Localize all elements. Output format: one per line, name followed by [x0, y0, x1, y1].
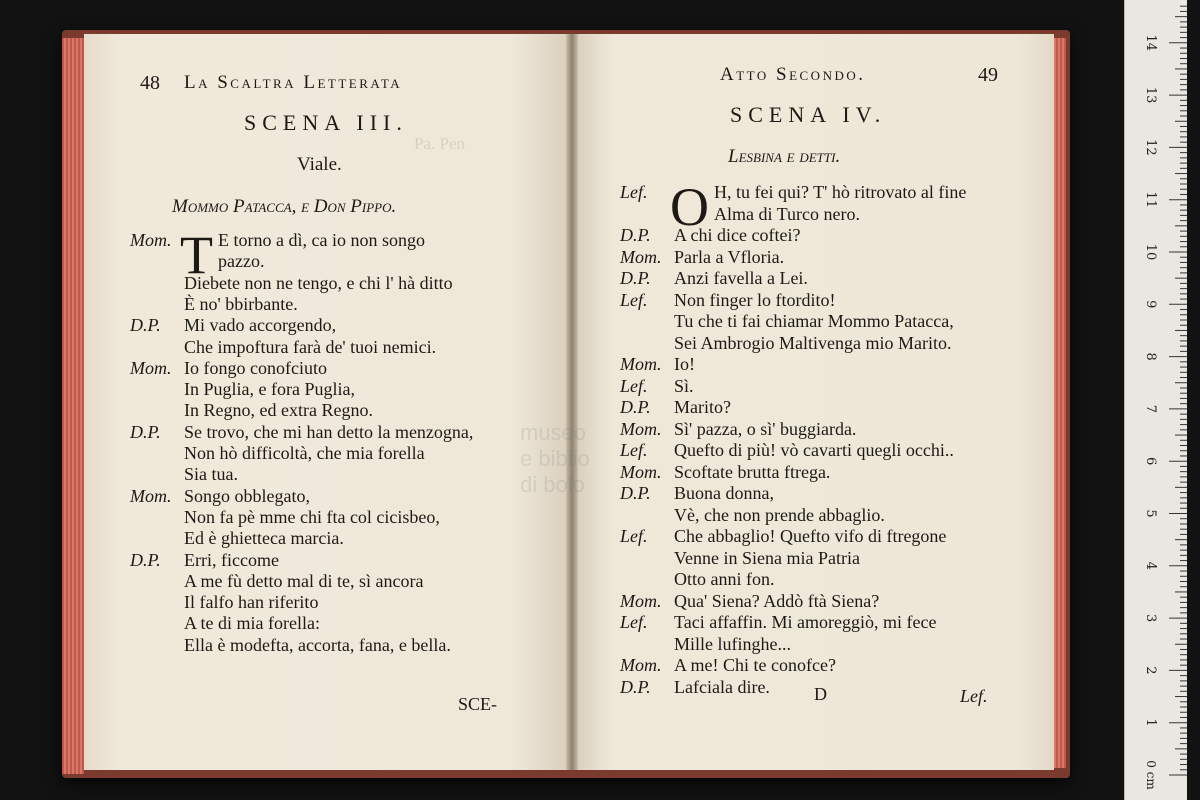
- left-page: [84, 34, 570, 770]
- speaker-label: Lef.: [620, 375, 648, 396]
- dialogue-line: Venne in Siena mia Patria: [674, 547, 860, 568]
- dialogue-line: Taci affaffin. Mi amoreggiò, mi fece: [674, 612, 937, 632]
- dialogue-line: Vè, che non prende abbaglio.: [674, 504, 885, 525]
- character-list: Mommo Patacca, e Don Pippo.: [172, 196, 397, 217]
- ruler-label: 11: [1143, 191, 1158, 208]
- dialogue-line: E torno a dì, ca io non songo: [218, 230, 425, 250]
- dialogue-line: Tu che ti fai chiamar Mommo Patacca,: [674, 311, 954, 331]
- measurement-ruler: [1124, 0, 1187, 800]
- dialogue-line: Scoftate brutta ftrega.: [674, 461, 831, 482]
- speaker-label: Mom.: [130, 357, 172, 378]
- dialogue-line: È no' bbirbante.: [184, 293, 298, 314]
- dialogue-line: Io fongo conofciuto: [184, 357, 327, 378]
- right-page: [574, 34, 1054, 770]
- dialogue-line: In Puglia, e fora Puglia,: [184, 379, 355, 400]
- watermark-line: di bolo: [520, 472, 585, 497]
- speaker-label: Lef.: [620, 526, 648, 546]
- dialogue-line: Ella è modefta, accorta, fana, e bella.: [184, 634, 451, 655]
- dialogue-line: H, tu fei qui? T' hò ritrovato al fine: [714, 182, 967, 202]
- watermark: [520, 420, 590, 498]
- ruler-label: 3: [1143, 613, 1158, 623]
- catchword: SCE-: [458, 694, 498, 714]
- dialogue-line: Mille lufinghe...: [674, 633, 791, 654]
- speaker-label: D.P.: [620, 225, 651, 245]
- dialogue-line: Io!: [674, 354, 695, 374]
- right-page-edges: [1052, 38, 1066, 768]
- ruler-label: 4: [1143, 561, 1158, 570]
- ruler-label: 6: [1143, 457, 1158, 466]
- speaker-label: D.P.: [620, 483, 651, 503]
- speaker-label: D.P.: [130, 421, 161, 442]
- speaker-label: Mom.: [130, 485, 172, 506]
- dialogue-line: A te di mia forella:: [184, 613, 320, 634]
- dialogue-line: Non fa pè mme chi fta col cicisbeo,: [184, 506, 440, 527]
- dialogue-line: Otto anni fon.: [674, 569, 775, 589]
- ruler-label: 8: [1143, 352, 1158, 361]
- dialogue-line: Che abbaglio! Quefto vifo di ftregone: [674, 526, 947, 546]
- scene-heading: SCENA III.: [244, 110, 408, 135]
- speaker-label: Mom.: [620, 655, 662, 675]
- ruler-label: 5: [1143, 509, 1158, 518]
- dialogue-line: Quefto di più! vò cavarti quegli occhi..: [674, 440, 954, 460]
- running-header: La Scaltra Letterata: [184, 72, 403, 93]
- speaker-label: Lef.: [620, 612, 648, 632]
- speaker-label: Mom.: [620, 461, 662, 482]
- dialogue-line: Sì.: [674, 375, 694, 396]
- dialogue-line: A me! Chi te conofce?: [674, 655, 836, 675]
- dialogue-line: A me fù detto mal di te, sì ancora: [184, 570, 424, 591]
- speaker-label: D.P.: [620, 397, 651, 417]
- running-header: Atto Secondo.: [720, 64, 866, 85]
- dialogue-line: Mi vado accorgendo,: [184, 315, 337, 336]
- show-through-text: Pa. Pen: [414, 134, 465, 153]
- dialogue-line: Se trovo, che mi han detto la menzogna,: [184, 421, 474, 442]
- speaker-label: Mom.: [620, 354, 662, 374]
- ruler-label: 7: [1143, 404, 1158, 414]
- page-number: 49: [978, 64, 998, 86]
- dialogue-line: Sia tua.: [184, 464, 238, 485]
- dialogue-line: Marito?: [674, 397, 731, 417]
- speaker-label: Lef.: [620, 182, 648, 202]
- ruler-label: 13: [1143, 86, 1158, 104]
- speaker-label: Mom.: [620, 418, 662, 439]
- scene-heading: SCENA IV.: [730, 102, 887, 127]
- character-list: Lesbina e detti.: [728, 146, 841, 167]
- speaker-label: D.P.: [130, 549, 161, 570]
- dialogue-line: Non hò difficoltà, che mia forella: [184, 443, 425, 463]
- speaker-label: Lef.: [620, 289, 648, 310]
- dialogue-line: Sei Ambrogio Maltivenga mio Marito.: [674, 332, 952, 353]
- dialogue-line: Songo obblegato,: [184, 485, 310, 506]
- dialogue-line: Alma di Turco nero.: [714, 203, 860, 224]
- book-gutter: [566, 34, 578, 770]
- ruler-unit-label: 0 cm: [1144, 760, 1158, 790]
- ruler-label: 14: [1143, 34, 1158, 52]
- dialogue-line: Che impoftura farà de' tuoi nemici.: [184, 336, 437, 357]
- ruler-label: 9: [1143, 300, 1158, 309]
- dialogue-line: Anzi favella a Lei.: [674, 268, 808, 288]
- signature-mark: D: [814, 684, 827, 704]
- speaker-label: Mom.: [620, 590, 662, 611]
- dialogue-line: Sì' pazza, o sì' buggiarda.: [674, 418, 857, 439]
- page-number: 48: [140, 72, 160, 94]
- ruler-label: 10: [1143, 243, 1158, 261]
- dialogue-line: Diebete non ne tengo, e chi l' hà ditto: [184, 272, 453, 293]
- dialogue-line: Qua' Siena? Addò ftà Siena?: [674, 590, 880, 611]
- watermark-line: museo: [520, 420, 587, 445]
- left-page-edges: [62, 38, 84, 774]
- dialogue-line: A chi dice coftei?: [674, 225, 801, 245]
- dialogue-line: pazzo.: [218, 251, 265, 272]
- catchword: Lef.: [960, 686, 988, 706]
- ruler-scale: [1125, 0, 1187, 800]
- ruler-label: 12: [1143, 139, 1158, 156]
- speaker-label: Mom.: [620, 246, 662, 267]
- speaker-label: D.P.: [620, 268, 651, 288]
- speaker-label: Mom.: [130, 230, 172, 250]
- drop-cap: T: [180, 225, 213, 285]
- scene-setting: Viale.: [297, 154, 342, 175]
- dialogue-line: In Regno, ed extra Regno.: [184, 400, 373, 421]
- ruler-label: 1: [1143, 718, 1158, 727]
- dialogue-line: Buona donna,: [674, 483, 774, 503]
- speaker-label: Lef.: [620, 440, 648, 460]
- watermark-line: e biblio: [520, 446, 590, 471]
- speaker-label: D.P.: [620, 676, 651, 697]
- speaker-label: D.P.: [130, 315, 161, 336]
- dialogue-line: Lafciala dire.: [674, 676, 770, 697]
- dialogue-line: Non finger lo ftordito!: [674, 289, 836, 310]
- dialogue-line: Ed è ghietteca marcia.: [184, 528, 344, 549]
- dialogue-line: Il falfo han riferito: [184, 592, 319, 613]
- dialogue-line: Erri, ficcome: [184, 549, 279, 570]
- drop-cap: O: [670, 177, 709, 237]
- ruler-label: 2: [1143, 666, 1158, 675]
- dialogue-line: Parla a Vfloria.: [674, 246, 785, 267]
